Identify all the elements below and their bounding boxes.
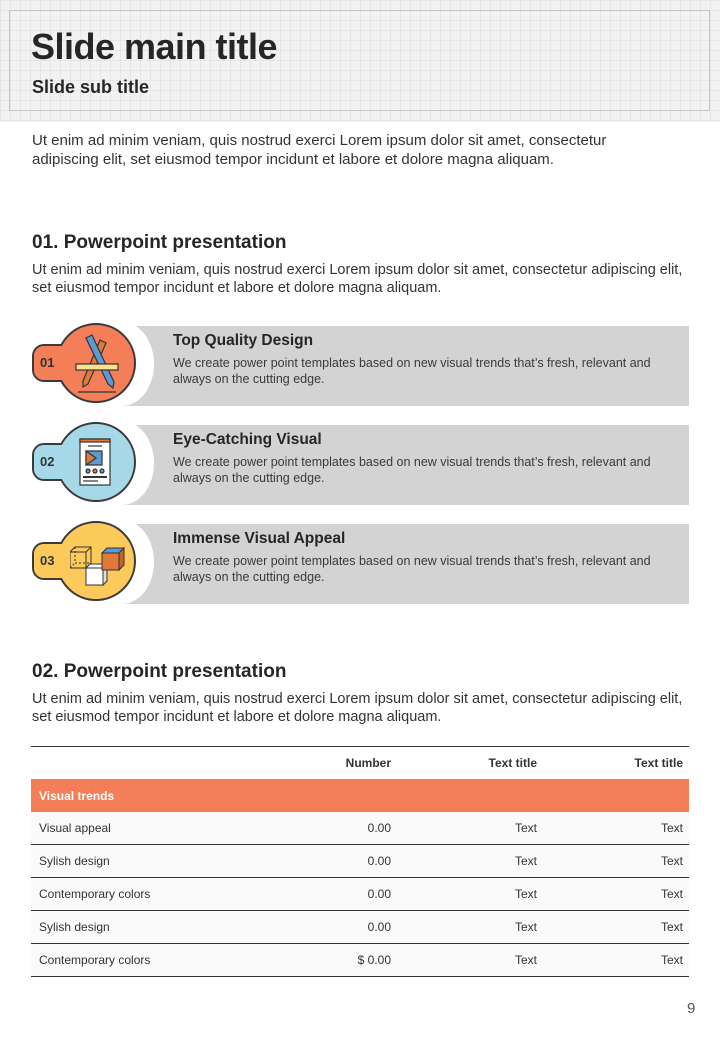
feature-number: 03 xyxy=(40,553,55,568)
cell: Sylish design xyxy=(39,920,110,934)
cell: Contemporary colors xyxy=(39,953,151,967)
table-header xyxy=(31,746,689,779)
feature-desc: We create power point templates based on new visual trends that’s fresh, relevant and always on the cutting edge. xyxy=(173,554,651,584)
feature-desc: We create power point templates based on new visual trends that’s fresh, relevant and always on the cutting edge. xyxy=(173,356,651,386)
cell: $ 0.00 xyxy=(357,953,391,967)
cell: Visual appeal xyxy=(39,821,111,835)
page-title: Slide main title xyxy=(31,26,278,67)
table-row xyxy=(31,944,689,977)
cell: Text xyxy=(514,821,537,835)
cell: Text xyxy=(514,920,537,934)
section1-title: 01. Powerpoint presentation xyxy=(32,232,287,253)
cell: Text xyxy=(660,887,683,901)
cell: Text xyxy=(660,854,683,868)
cell: 0.00 xyxy=(367,887,391,901)
page-number: 9 xyxy=(687,1000,696,1017)
header-cell: Text title xyxy=(634,756,683,770)
cell: Contemporary colors xyxy=(39,887,151,901)
webpage-layout-icon xyxy=(70,431,126,493)
table-row xyxy=(31,878,689,911)
table-row xyxy=(31,845,689,878)
cell: Text xyxy=(660,953,683,967)
feature-number: 01 xyxy=(40,355,55,370)
header-cell: Text title xyxy=(488,756,537,770)
table-row xyxy=(31,812,689,845)
cell: Text xyxy=(514,887,537,901)
feature-desc: We create power point templates based on new visual trends that’s fresh, relevant and always on the cutting edge. xyxy=(173,455,651,485)
page-subtitle: Slide sub title xyxy=(32,77,150,97)
feature-title: Eye-Catching Visual xyxy=(173,431,322,448)
feature-number: 02 xyxy=(40,454,55,469)
cell: Text xyxy=(514,953,537,967)
pencil-ruler-icon xyxy=(70,332,126,394)
section2-title: 02. Powerpoint presentation xyxy=(32,661,287,682)
feature-title: Top Quality Design xyxy=(173,332,314,349)
feature-item xyxy=(30,520,690,604)
table-group-row: Visual trends xyxy=(31,779,689,812)
cell: Sylish design xyxy=(39,854,110,868)
table-row xyxy=(31,911,689,944)
cell: Text xyxy=(660,920,683,934)
feature-item xyxy=(30,322,690,406)
header-cell: Number xyxy=(345,756,391,770)
section1-text: Ut enim ad minim veniam, quis nostrud exerci Lorem ipsum dolor sit amet, consectetur adipiscing elit, set eiusmod tempor incidunt et labore et dolore magna aliquam. xyxy=(32,262,683,296)
feature-title: Immense Visual Appeal xyxy=(173,530,346,547)
intro-text: Ut enim ad minim veniam, quis nostrud exerci Lorem ipsum dolor sit amet, consectetur adipiscing elit, set eiusmod tempor incidunt et labore et dolore magna aliquam. xyxy=(32,132,607,168)
cell: 0.00 xyxy=(367,920,391,934)
section2-text: Ut enim ad minim veniam, quis nostrud exerci Lorem ipsum dolor sit amet, consectetur adipiscing elit, set eiusmod tempor incidunt et labore et dolore magna aliquam. xyxy=(32,691,683,725)
cell: 0.00 xyxy=(367,854,391,868)
cell: Text xyxy=(660,821,683,835)
data-table xyxy=(31,746,689,977)
cell: 0.00 xyxy=(367,821,391,835)
feature-item xyxy=(30,421,690,505)
cubes-icon xyxy=(70,530,126,592)
cell: Text xyxy=(514,854,537,868)
